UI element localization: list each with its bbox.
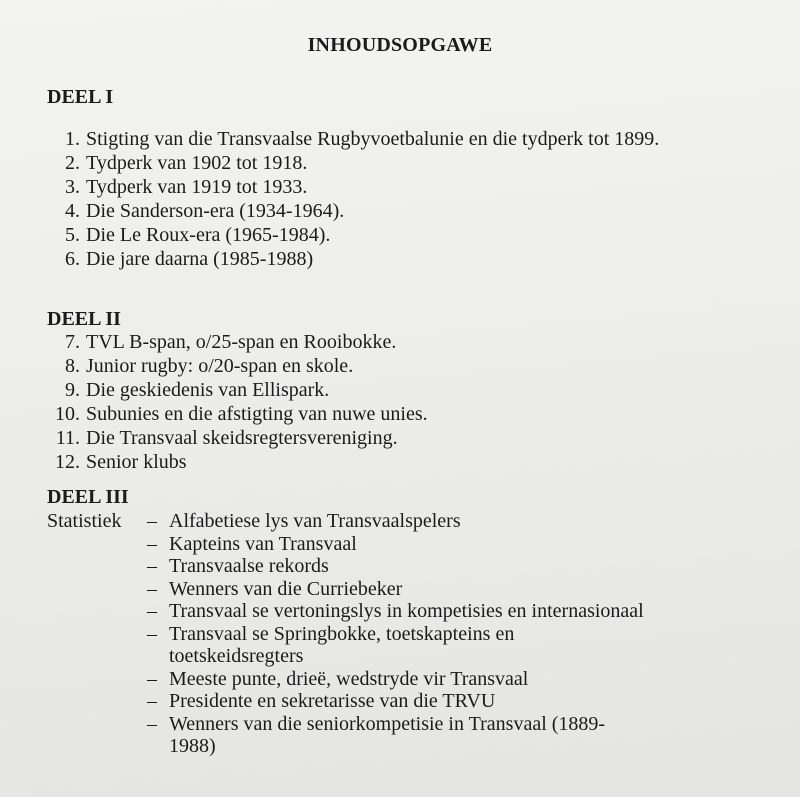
list-item	[50, 378, 428, 402]
part-1-title: DEEL I	[47, 86, 114, 108]
list-item	[50, 426, 428, 450]
list-item	[147, 600, 729, 623]
statistics-label: Statistiek	[47, 510, 122, 532]
dash-marker: –	[147, 690, 157, 712]
item-text: Subunies en die afstigting van nuwe unies.	[86, 403, 428, 425]
list-item	[50, 330, 428, 354]
dash-marker: –	[147, 622, 157, 645]
item-text: Die geskiedenis van Ellispark.	[86, 379, 330, 401]
item-text: Meeste punte, drieë, wedstryde vir Transvaal	[169, 667, 529, 690]
list-item	[50, 247, 686, 271]
dash-marker: –	[147, 555, 157, 577]
item-text: Die Sanderson-era (1934-1964).	[86, 200, 345, 222]
list-item	[50, 175, 686, 199]
list-item	[50, 223, 686, 247]
item-text: Wenners van die seniorkompetisie in Transvaal (1889-1988)	[169, 712, 606, 757]
item-number: 1.	[65, 128, 80, 150]
list-item	[147, 623, 729, 668]
part-2-title: DEEL II	[47, 308, 121, 330]
item-text: Die jare daarna (1985-1988)	[86, 248, 314, 270]
item-text: Die Transvaal skeidsregtersvereniging.	[86, 427, 398, 449]
dash-marker: –	[147, 532, 157, 555]
dash-marker: –	[147, 510, 157, 532]
dash-marker: –	[147, 577, 157, 600]
item-text: Kapteins van Transvaal	[169, 532, 357, 555]
list-item	[147, 713, 729, 758]
item-text: Transvaal se vertoningslys in kompetisies en internasionaal	[169, 600, 644, 622]
item-number: 11.	[55, 427, 80, 449]
item-text: Transvaalse rekords	[169, 555, 329, 577]
list-item	[50, 450, 428, 474]
item-text: Presidente en sekretarisse van die TRVU	[169, 690, 496, 712]
list-item	[147, 690, 729, 713]
item-text: Die Le Roux-era (1965-1984).	[86, 224, 331, 246]
list-item	[50, 354, 428, 378]
item-text: Junior rugby: o/20-span en skole.	[86, 355, 354, 377]
item-number: 3.	[65, 176, 80, 198]
item-number: 12.	[55, 451, 80, 473]
list-item	[147, 510, 729, 533]
list-item	[147, 533, 729, 556]
item-number: 2.	[65, 152, 80, 174]
list-item	[147, 578, 729, 601]
item-number: 7.	[65, 331, 80, 353]
list-item	[50, 199, 686, 223]
list-item	[147, 668, 729, 691]
part-2-list	[50, 330, 428, 474]
dash-marker: –	[147, 600, 157, 622]
item-text: Stigting van die Transvaalse Rugbyvoetbalunie en die tydperk tot 1899.	[86, 128, 660, 150]
item-text: Wenners van die Curriebeker	[169, 577, 403, 600]
part-1-list	[50, 127, 686, 271]
item-number: 10.	[55, 403, 80, 425]
item-number: 6.	[65, 248, 80, 270]
list-item	[50, 127, 686, 151]
dash-marker: –	[147, 667, 157, 690]
list-item	[50, 402, 428, 426]
list-item	[147, 555, 729, 578]
item-text: Tydperk van 1902 tot 1918.	[86, 152, 308, 174]
item-text: Senior klubs	[86, 451, 187, 473]
item-text: Tydperk van 1919 tot 1933.	[86, 176, 308, 198]
item-text: TVL B-span, o/25-span en Rooibokke.	[86, 331, 397, 353]
statistics-list	[147, 510, 729, 758]
item-text: Alfabetiese lys van Transvaalspelers	[169, 510, 461, 532]
list-item	[50, 151, 686, 175]
item-text: Transvaal se Springbokke, toetskapteins en toetskeidsregters	[169, 622, 515, 667]
dash-marker: –	[147, 712, 157, 735]
item-number: 8.	[65, 355, 80, 377]
item-number: 9.	[65, 379, 80, 401]
page-title: INHOUDSOPGAWE	[307, 34, 493, 56]
item-number: 4.	[65, 200, 80, 222]
part-3-title: DEEL III	[47, 486, 129, 508]
item-number: 5.	[65, 224, 80, 246]
